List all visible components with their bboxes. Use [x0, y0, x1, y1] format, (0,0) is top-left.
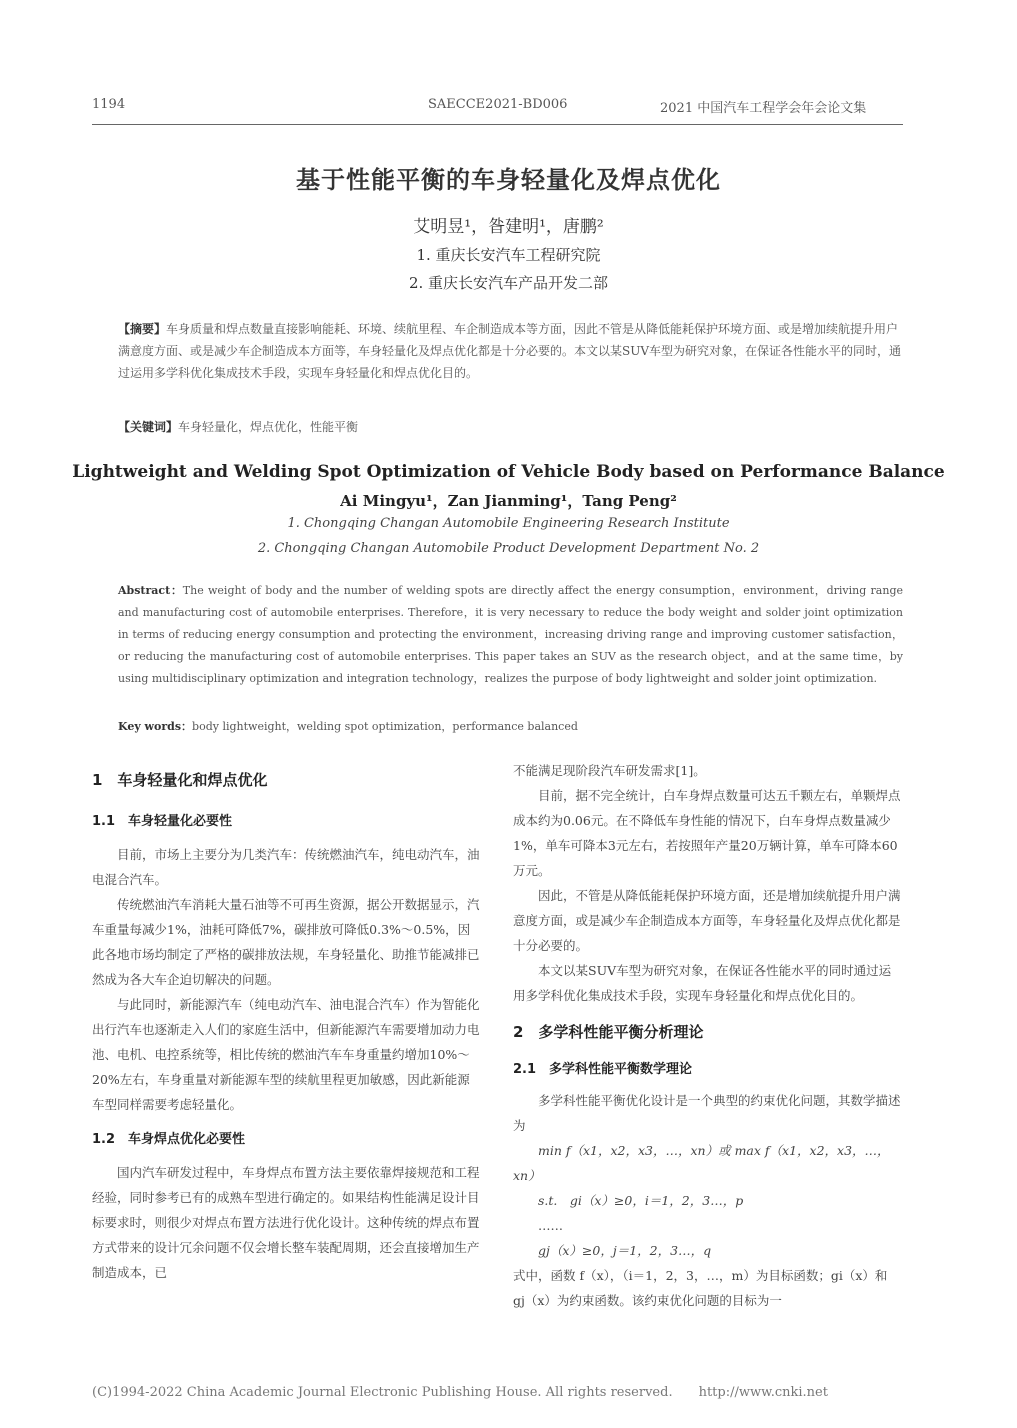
- abstract-zh-text: 车身质量和焊点数量直接影响能耗、环境、续航里程、车企制造成本等方面，因此不管是从降低能耗保护环境方面、或是增加续航提升用户满意度方面、或是减少车企制造成本方面等，车身轻量化及焊点优化都是十分必要的。本文以某SUV车型为研究对象，在保证各性能水平的同时，通过运用多学科优化集成技术手段，实现车身轻量化和焊点优化目的。: [118, 322, 902, 380]
- affiliation-en-1: 1. Chongqing Changan Automobile Engineering Research Institute: [287, 516, 730, 531]
- right-column: [513, 758, 903, 1313]
- paragraph: 因此，不管是从降低能耗保护环境方面，还是增加续航提升用户满意度方面，或是减少车企制造成本方面等，车身轻量化及焊点优化都是十分必要的。: [513, 888, 901, 953]
- paragraph: 目前，市场上主要分为几类汽车：传统燃油汽车，纯电动汽车，油电混合汽车。: [92, 847, 480, 887]
- paragraph: 传统燃油汽车消耗大量石油等不可再生资源，据公开数据显示，汽车重量每减少1%，油耗可降低7%，碳排放可降低0.3%～0.5%，因此各地市场均制定了严格的碳排放法规，车身轻量化、助推节能减排已然成为各大车企迫切解决的问题。: [92, 897, 480, 987]
- title-en: Lightweight and Welding Spot Optimization of Vehicle Body based on Performance Balance: [72, 462, 945, 482]
- keywords-en-label: Key words：: [118, 720, 193, 733]
- abstract-zh-label: 【摘要】: [118, 322, 167, 336]
- journal-name: 2021 中国汽车工程学会年会论文集: [660, 101, 867, 116]
- keywords-en: [118, 716, 903, 738]
- authors-en: Ai Mingyu¹，Zan Jianming¹，Tang Peng²: [340, 492, 677, 510]
- equation-ellipsis: ……: [538, 1218, 563, 1233]
- copyright-footer: (C)1994-2022 China Academic Journal Electronic Publishing House. All rights reserved. http://www.cnki.net: [92, 1385, 828, 1400]
- equation-constraint-j: gj（x）≥0，j＝1，2，3…，q: [538, 1243, 712, 1258]
- keywords-zh: [118, 416, 903, 438]
- affiliation-zh-2: 2. 重庆长安汽车产品开发二部: [408, 274, 609, 292]
- authors-zh: 艾明昱¹，昝建明¹，唐鹏²: [413, 217, 604, 237]
- header-rule: [92, 124, 903, 125]
- abstract-zh: [118, 318, 903, 384]
- affiliation-zh-1: 1. 重庆长安汽车工程研究院: [416, 246, 601, 264]
- paragraph: 不能满足现阶段汽车研发需求[1]。: [513, 763, 706, 778]
- section-1-2-heading: 1.2 车身焊点优化必要性: [92, 1132, 246, 1147]
- section-1-heading: 1 车身轻量化和焊点优化: [92, 771, 268, 789]
- abstract-en-label: Abstract：: [118, 584, 183, 597]
- keywords-zh-label: 【关键词】: [118, 420, 179, 434]
- section-2-heading: 2 多学科性能平衡分析理论: [513, 1023, 704, 1041]
- keywords-zh-text: 车身轻量化，焊点优化，性能平衡: [178, 420, 359, 434]
- equation-objective: min f（x1，x2，x3，…，xn）或 max f（x1，x2，x3，…，xn）: [513, 1143, 890, 1183]
- affiliation-en-2: 2. Chongqing Changan Automobile Product Development Department No. 2: [257, 541, 760, 556]
- paragraph: 本文以某SUV车型为研究对象，在保证各性能水平的同时通过运用多学科优化集成技术手段，实现车身轻量化和焊点优化目的。: [513, 963, 892, 1003]
- section-1-1-heading: 1.1 车身轻量化必要性: [92, 814, 233, 829]
- abstract-en-text: The weight of body and the number of welding spots are directly affect the energy consumption，environment，driving range and manufacturing cost of automobile enterprises. Therefore，it is very necessary to reduce the body weight and solder joint optimization in terms of reducing energy consumption and protecting the environment，increasing driving range and improving customer satisfaction，or reducing the manufacturing cost of automobile enterprises. This paper takes an SUV as the research object，and at the same time，by using multidisciplinary optimization and integration technology，realizes the purpose of body lightweight and solder joint optimization.: [118, 584, 903, 685]
- section-2-1-heading: 2.1 多学科性能平衡数学理论: [513, 1062, 693, 1077]
- page-number: 1194: [92, 97, 126, 112]
- keywords-en-text: body lightweight，welding spot optimization，performance balanced: [192, 720, 578, 733]
- abstract-en: [118, 580, 903, 690]
- paragraph: 多学科性能平衡优化设计是一个典型的约束优化问题，其数学描述为: [513, 1093, 901, 1133]
- paragraph: 目前，据不完全统计，白车身焊点数量可达五千颗左右，单颗焊点成本约为0.06元。在不降低车身性能的情况下，白车身焊点数量减少1%，单车可降本3元左右，若按照年产量20万辆计算，单车可降本60万元。: [513, 788, 901, 878]
- left-column: [92, 768, 482, 1285]
- paragraph: 式中，函数 f（x），（i＝1，2，3，…，m）为目标函数；gi（x）和 gj（x）为约束函数。该约束优化问题的目标为一: [513, 1268, 888, 1308]
- paragraph: 与此同时，新能源汽车（纯电动汽车、油电混合汽车）作为智能化出行汽车也逐渐走入人们的家庭生活中，但新能源汽车需要增加动力电池、电机、电控系统等，相比传统的燃油汽车车身重量约增加10%～20%左右，车身重量对新能源车型的续航里程更加敏感，因此新能源车型同样需要考虑轻量化。: [92, 997, 480, 1112]
- paragraph: 国内汽车研发过程中，车身焊点布置方法主要依靠焊接规范和工程经验，同时参考已有的成熟车型进行确定的。如果结构性能满足设计目标要求时，则很少对焊点布置方法进行优化设计。这种传统的焊点布置方式带来的设计冗余问题不仅会增长整车装配周期，还会直接增加生产制造成本，已: [92, 1165, 480, 1280]
- title-zh: 基于性能平衡的车身轻量化及焊点优化: [296, 166, 721, 194]
- equation-constraint-i: s.t. gi（x）≥0，i＝1，2，3…，p: [538, 1193, 744, 1208]
- paper-code: SAECCE2021-BD006: [428, 97, 568, 112]
